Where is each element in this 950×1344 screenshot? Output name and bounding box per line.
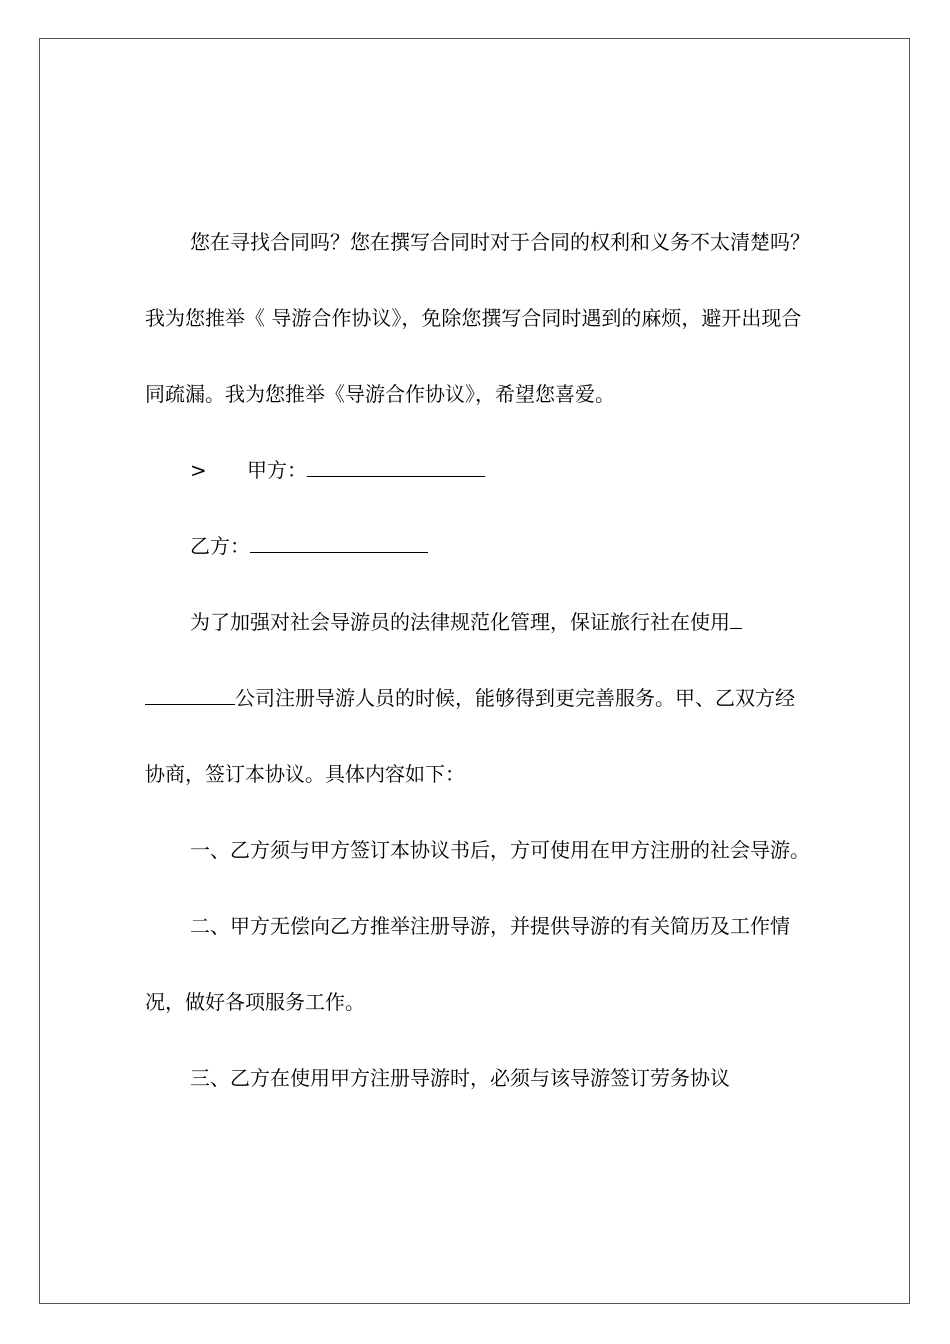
intro-paragraph: 您在寻找合同吗？您在撰写合同时对于合同的权利和义务不太清楚吗？我为您推举《 导游合作协议》，免除您撰写合同时遇到的麻烦，避开出现合同疏漏。我为您推举《导游合作协议》，希望您喜爱。: [145, 230, 810, 406]
company-blank-start: [730, 610, 742, 629]
party-b-line: [145, 508, 810, 584]
company-blank: [145, 686, 235, 705]
purpose-paragraph: [145, 584, 810, 812]
party-b-blank: [250, 534, 428, 553]
party-a-blank: [307, 458, 485, 477]
purpose-text-part2: 公司注册导游人员的时候，能够得到更完善服务。甲、乙双方经协商，签订本协议。具体内容如下：: [145, 686, 795, 786]
document-body: [145, 204, 810, 1116]
clause-1: 一、乙方须与甲方签订本协议书后，方可使用在甲方注册的社会导游。: [190, 838, 810, 862]
arrow-marker-icon: >: [190, 458, 207, 482]
party-a-line: [145, 432, 810, 508]
clause-3: 三、乙方在使用甲方注册导游时，必须与该导游签订劳务协议: [190, 1066, 730, 1090]
party-a-label: 甲方：: [247, 458, 307, 482]
purpose-text-part1: 为了加强对社会导游员的法律规范化管理，保证旅行社在使用: [190, 610, 730, 634]
clause-2: 二、甲方无偿向乙方推举注册导游，并提供导游的有关简历及工作情况，做好各项服务工作。: [145, 914, 790, 1014]
party-b-label: 乙方：: [190, 534, 250, 558]
